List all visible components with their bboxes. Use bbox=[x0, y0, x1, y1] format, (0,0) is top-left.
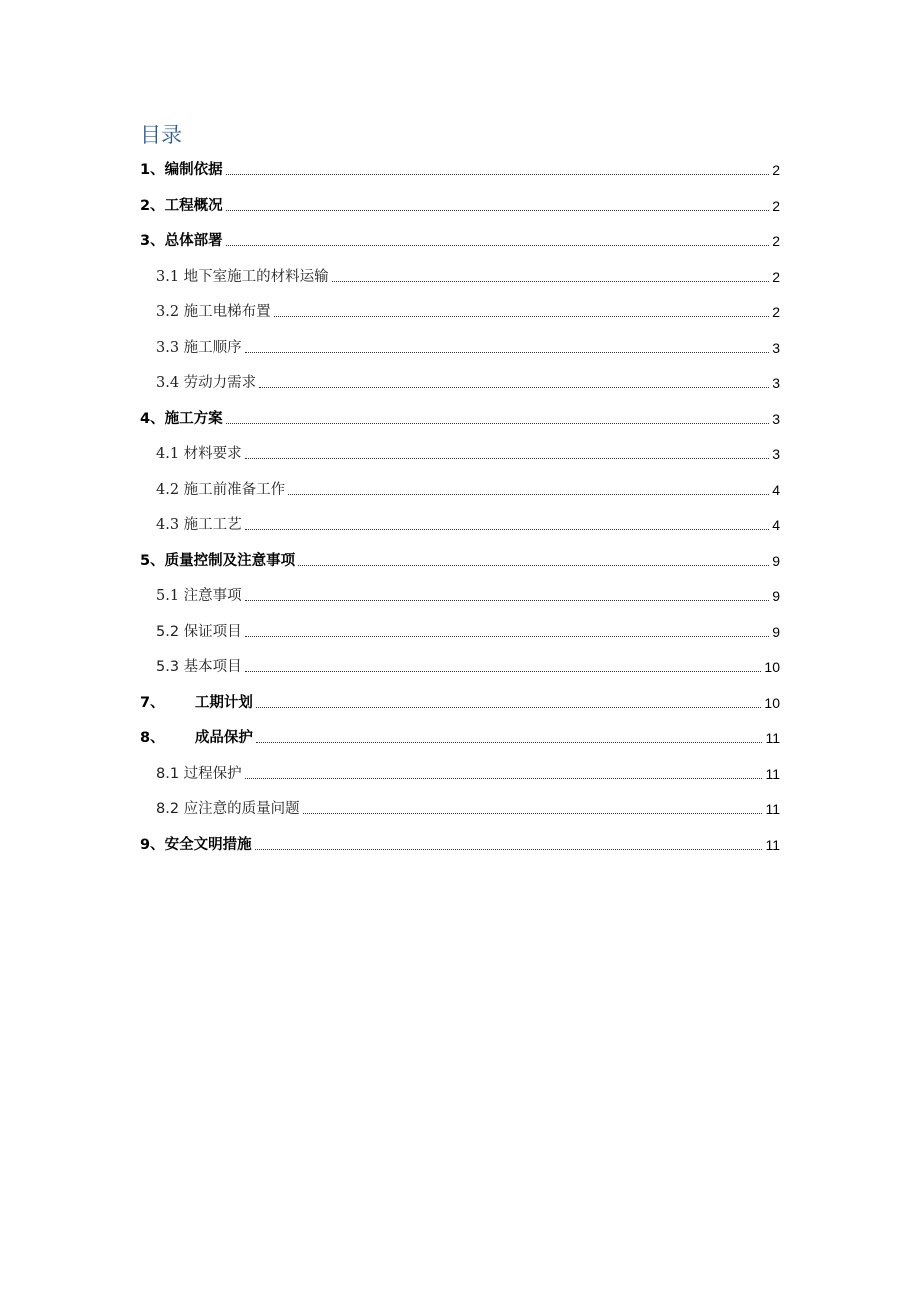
toc-entry-text: 3、总体部署 bbox=[140, 233, 223, 249]
toc-entry-page: 11 bbox=[765, 730, 780, 746]
toc-entry[interactable] bbox=[156, 795, 780, 819]
toc-entry-text: 3.4 劳动力需求 bbox=[156, 375, 257, 391]
toc-entry-text: 7、 工期计划 bbox=[140, 694, 253, 711]
toc-entry-text: 4、施工方案 bbox=[140, 410, 223, 427]
toc-entry-page: 2 bbox=[772, 197, 780, 214]
toc-leader bbox=[288, 493, 769, 495]
toc-entry[interactable] bbox=[156, 476, 780, 500]
toc-entry[interactable] bbox=[140, 724, 780, 748]
toc-leader bbox=[256, 741, 763, 743]
toc-entry-text: 3.2 施工电梯布置 bbox=[156, 304, 271, 320]
toc-entry-text: 5.1 注意事项 bbox=[156, 588, 242, 604]
toc-entry[interactable] bbox=[156, 298, 780, 322]
toc-entry-page: 3 bbox=[772, 410, 780, 427]
toc-entry-text: 5.2 保证项目 bbox=[156, 623, 242, 640]
toc-entry[interactable] bbox=[140, 689, 780, 713]
toc-entry-text: 8.2 应注意的质量问题 bbox=[156, 801, 300, 817]
toc-entry[interactable] bbox=[156, 760, 780, 784]
toc-entry-text: 4.1 材料要求 bbox=[156, 446, 242, 462]
toc-leader bbox=[226, 422, 770, 424]
toc-entry-page: 9 bbox=[772, 552, 780, 569]
toc-leader bbox=[245, 457, 770, 459]
toc-leader bbox=[274, 315, 770, 317]
toc-leader bbox=[245, 635, 770, 637]
toc-entry[interactable] bbox=[156, 511, 780, 535]
toc-leader bbox=[226, 173, 770, 175]
toc-title: 目录 bbox=[140, 123, 182, 147]
toc-leader bbox=[259, 386, 769, 388]
toc-entry-page: 11 bbox=[765, 836, 780, 853]
toc-entry-page: 3 bbox=[772, 339, 780, 356]
toc-entry-text: 8.1 过程保护 bbox=[156, 765, 242, 782]
toc-entry[interactable] bbox=[140, 192, 780, 216]
toc-entry[interactable] bbox=[140, 227, 780, 251]
toc-entry-text: 4.3 施工工艺 bbox=[156, 517, 242, 533]
toc-leader bbox=[226, 209, 770, 211]
toc-entry-text: 2、工程概况 bbox=[140, 197, 223, 214]
toc-entry-page: 11 bbox=[765, 765, 780, 782]
toc-entry-text: 1、编制依据 bbox=[140, 162, 223, 178]
toc-entry-page: 3 bbox=[772, 375, 780, 391]
toc-leader bbox=[303, 812, 763, 814]
toc-entry-text: 5.3 基本项目 bbox=[156, 659, 242, 675]
toc-entry-text: 4.2 施工前准备工作 bbox=[156, 481, 286, 498]
toc-entry-page: 2 bbox=[772, 233, 780, 249]
toc-leader bbox=[245, 351, 770, 353]
toc-entry-page: 2 bbox=[772, 162, 780, 178]
toc-leader bbox=[245, 670, 762, 672]
toc-entry-text: 5、质量控制及注意事项 bbox=[140, 552, 296, 569]
toc-entry[interactable] bbox=[140, 156, 780, 180]
toc-entry-page: 2 bbox=[772, 304, 780, 320]
toc-leader bbox=[245, 777, 763, 779]
toc-entry[interactable] bbox=[156, 582, 780, 606]
toc-leader bbox=[245, 528, 770, 530]
toc-leader bbox=[256, 706, 762, 708]
toc-leader bbox=[226, 244, 770, 246]
toc-entry[interactable] bbox=[156, 653, 780, 677]
toc-leader bbox=[255, 848, 763, 850]
toc-entry[interactable] bbox=[156, 369, 780, 393]
toc-leader bbox=[298, 564, 769, 566]
toc-entry-page: 11 bbox=[765, 801, 780, 817]
toc-entry[interactable] bbox=[156, 334, 780, 358]
toc-entry[interactable] bbox=[140, 405, 780, 429]
toc-entry-page: 4 bbox=[772, 481, 780, 498]
toc-entry-page: 10 bbox=[764, 659, 780, 675]
toc-leader bbox=[332, 280, 770, 282]
toc-entry-page: 10 bbox=[764, 694, 780, 711]
toc-entry[interactable] bbox=[140, 831, 780, 855]
toc-entry-text: 9、安全文明措施 bbox=[140, 836, 252, 853]
toc-leader bbox=[245, 599, 770, 601]
toc-entry[interactable] bbox=[156, 618, 780, 642]
toc-entry-text: 8、 成品保护 bbox=[140, 730, 253, 746]
toc-entry-page: 9 bbox=[772, 588, 780, 604]
toc-entry[interactable] bbox=[156, 263, 780, 287]
toc-entry-page: 4 bbox=[772, 517, 780, 533]
toc-entry-page: 3 bbox=[772, 446, 780, 462]
toc-entry-page: 2 bbox=[772, 268, 780, 285]
toc-entry-text: 3.1 地下室施工的材料运输 bbox=[156, 268, 329, 285]
toc-entry-page: 9 bbox=[772, 623, 780, 640]
toc-entry[interactable] bbox=[156, 440, 780, 464]
toc-entry-text: 3.3 施工顺序 bbox=[156, 339, 242, 356]
toc-entry[interactable] bbox=[140, 547, 780, 571]
